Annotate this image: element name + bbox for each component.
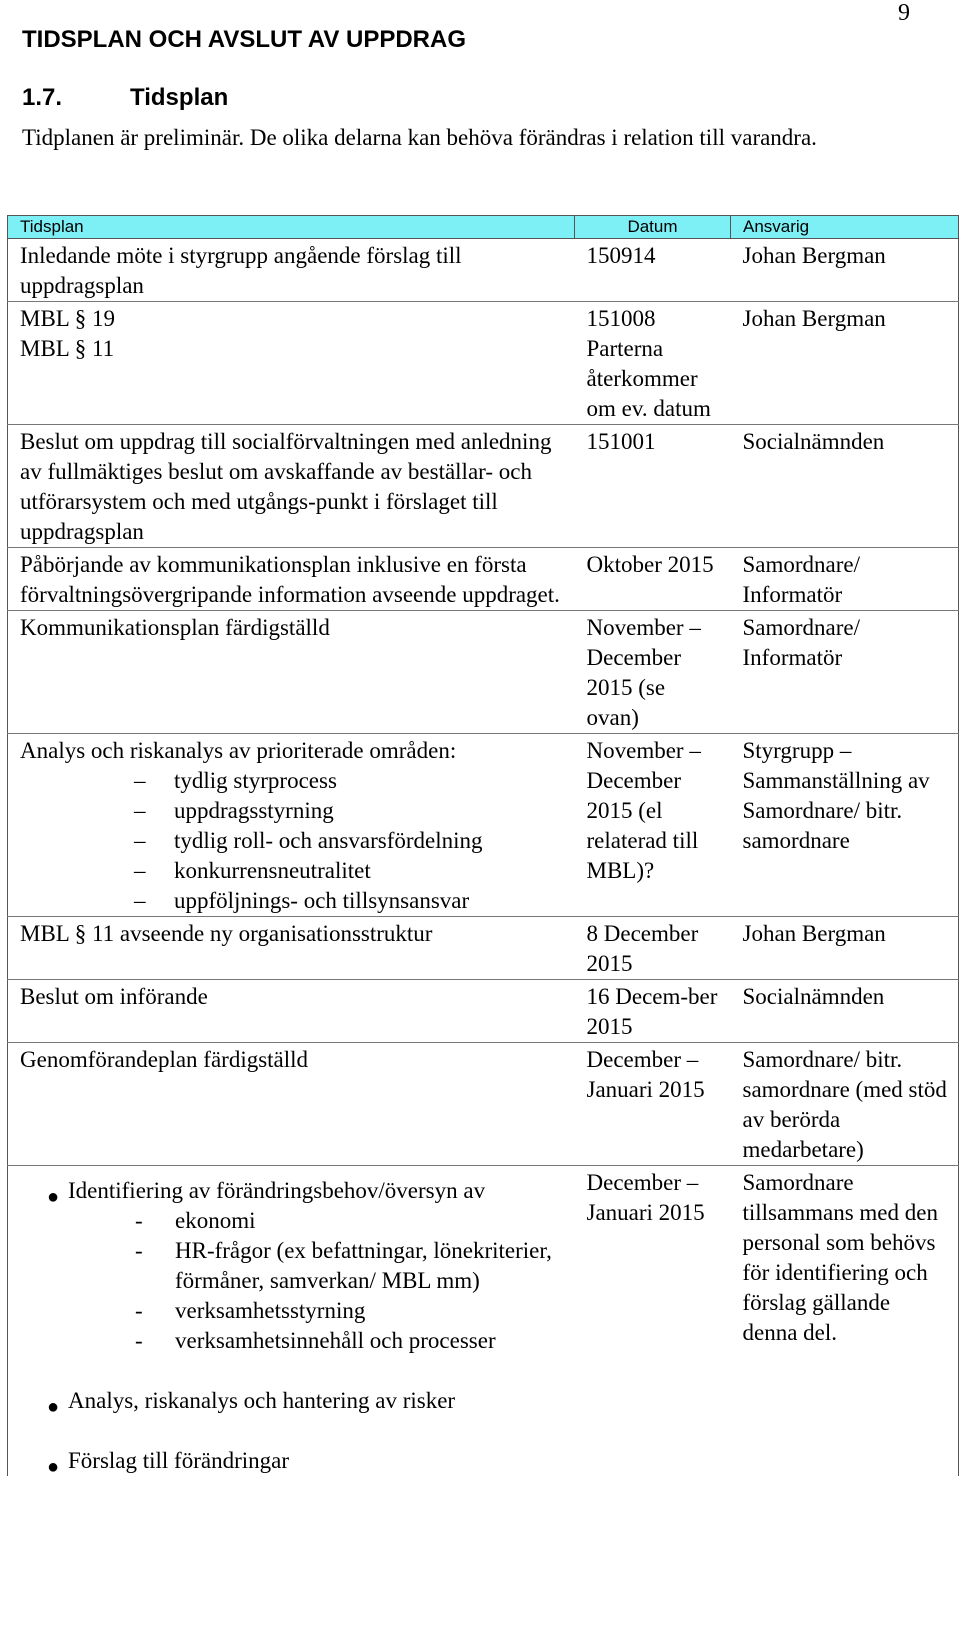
responsible-cell: Samordnare tillsammans med den personal som behövs för identifiering och förslag gällande denna del.	[731, 1166, 959, 1477]
review-areas-list	[68, 1206, 565, 1356]
date-cell: 8 December 2015	[575, 917, 731, 980]
bullet-item	[20, 1386, 565, 1416]
activity-cell: MBL § 11 avseende ny organisationsstruktur	[8, 917, 575, 980]
table-row	[8, 917, 959, 980]
list-item: – konkurrensneutralitet	[20, 856, 565, 886]
activity-cell	[8, 734, 575, 917]
section-heading	[22, 84, 228, 112]
table-row	[8, 1043, 959, 1166]
list-item: – tydlig styrprocess	[20, 766, 565, 796]
responsible-cell: Johan Bergman	[731, 239, 959, 302]
header-tidsplan: Tidsplan	[8, 216, 575, 239]
activity-text: Analys och riskanalys av prioriterade områden:	[20, 738, 457, 763]
section-number: 1.7.	[22, 84, 63, 111]
bullet-text: Förslag till förändringar	[68, 1448, 290, 1473]
responsible-cell: Styrgrupp – Sammanställning av Samordnare/ bitr. samordnare	[731, 734, 959, 917]
header-datum: Datum	[575, 216, 731, 239]
bullet-item	[20, 1446, 565, 1476]
document-heading: TIDSPLAN OCH AVSLUT AV UPPDRAG	[22, 26, 467, 53]
activity-line: MBL § 19	[20, 306, 115, 331]
date-cell: 150914	[575, 239, 731, 302]
activity-cell	[8, 1166, 575, 1477]
responsible-cell: Samordnare/ Informatör	[731, 548, 959, 611]
activity-cell: Inledande möte i styrgrupp angående förslag till uppdragsplan	[8, 239, 575, 302]
bullet-icon: ●	[47, 1396, 60, 1418]
date-cell: December – Januari 2015	[575, 1043, 731, 1166]
responsible-cell: Samordnare/ Informatör	[731, 611, 959, 734]
priority-areas-list	[20, 766, 565, 916]
table-row	[8, 980, 959, 1043]
date-cell: November – December 2015 (se ovan)	[575, 611, 731, 734]
date-cell: November – December 2015 (el relaterad till MBL)?	[575, 734, 731, 917]
table-row	[8, 425, 959, 548]
activity-cell: Beslut om uppdrag till socialförvaltningen med anledning av fullmäktiges beslut om avskaffande av beställar- och utförarsystem och med utgångs-punkt i förslaget till uppdragsplan	[8, 425, 575, 548]
activity-cell: Kommunikationsplan färdigställd	[8, 611, 575, 734]
bullet-item	[20, 1176, 565, 1356]
responsible-cell: Socialnämnden	[731, 425, 959, 548]
responsible-cell: Johan Bergman	[731, 917, 959, 980]
page-number: 9	[898, 0, 910, 26]
list-item: – uppföljnings- och tillsynsansvar	[20, 886, 565, 916]
bullet-icon: ●	[47, 1456, 60, 1478]
table-row	[8, 239, 959, 302]
bullet-icon: ●	[47, 1186, 60, 1208]
table-row	[8, 611, 959, 734]
activity-cell: Genomförandeplan färdigställd	[8, 1043, 575, 1166]
bullet-text: Identifiering av förändringsbehov/översyn av	[68, 1178, 486, 1203]
list-item: - verksamhetsinnehåll och processer	[20, 1326, 565, 1356]
table-header-row	[8, 216, 959, 239]
list-item: – tydlig roll- och ansvarsfördelning	[20, 826, 565, 856]
list-item: - ekonomi	[20, 1206, 565, 1236]
activity-cell: Påbörjande av kommunikationsplan inklusive en första förvaltningsövergripande information avseende uppdraget.	[8, 548, 575, 611]
responsible-cell: Socialnämnden	[731, 980, 959, 1043]
date-cell: Oktober 2015	[575, 548, 731, 611]
bullet-text: Analys, riskanalys och hantering av risker	[68, 1388, 456, 1413]
schedule-table	[7, 215, 959, 1476]
date-cell: 151008 Parterna återkommer om ev. datum	[575, 302, 731, 425]
intro-paragraph: Tidplanen är preliminär. De olika delarna kan behöva förändras i relation till varandra.	[22, 125, 817, 150]
activity-line: MBL § 11	[20, 336, 115, 361]
header-ansvarig: Ansvarig	[731, 216, 959, 239]
date-cell: December – Januari 2015	[586, 1170, 705, 1225]
table-row	[8, 548, 959, 611]
responsible-cell: Johan Bergman	[731, 302, 959, 425]
table-row	[8, 302, 959, 425]
section-title: Tidsplan	[130, 84, 229, 111]
list-item: – uppdragsstyrning	[20, 796, 565, 826]
table-row	[8, 734, 959, 917]
date-cell: 16 Decem-ber 2015	[575, 980, 731, 1043]
list-item: - verksamhetsstyrning	[20, 1296, 565, 1326]
date-cell: 151001	[575, 425, 731, 548]
bullet-list	[20, 1168, 565, 1476]
table-row	[8, 1166, 959, 1477]
activity-cell: Beslut om införande	[8, 980, 575, 1043]
list-item: - HR-frågor (ex befattningar, lönekriterier, förmåner, samverkan/ MBL mm)	[20, 1236, 565, 1296]
activity-cell	[8, 302, 575, 425]
responsible-cell: Samordnare/ bitr. samordnare (med stöd av berörda medarbetare)	[731, 1043, 959, 1166]
